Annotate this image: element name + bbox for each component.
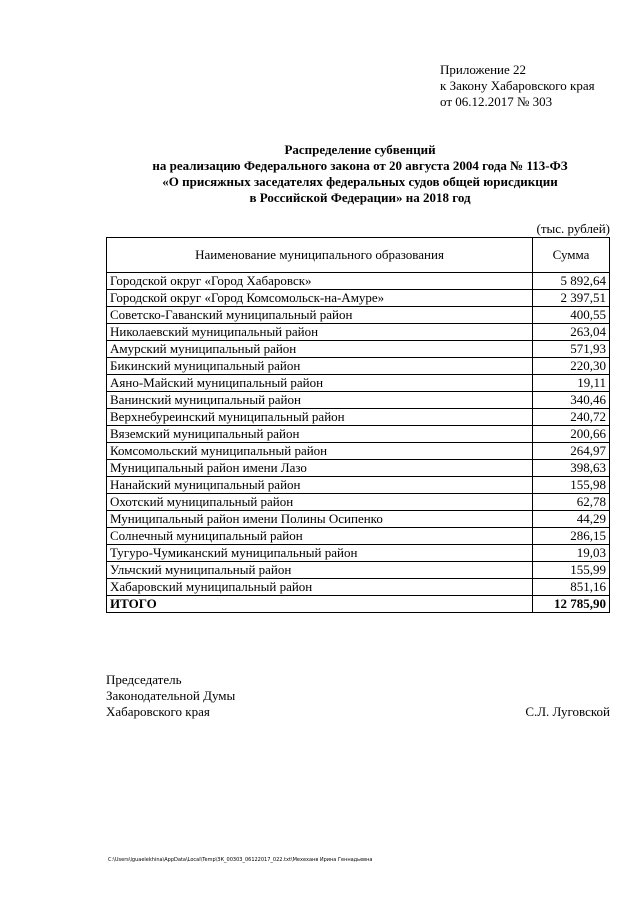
total-sum: 12 785,90: [533, 596, 610, 613]
table-row: [107, 528, 610, 545]
appendix-header: [440, 62, 595, 110]
row-name: Советско-Гаванский муниципальный район: [107, 307, 533, 324]
row-name: Аяно-Майский муниципальный район: [107, 375, 533, 392]
appendix-law-ref: к Закону Хабаровского края: [440, 78, 595, 93]
signature-block: [106, 672, 235, 720]
row-sum: 19,11: [533, 375, 610, 392]
row-name: Охотский муниципальный район: [107, 494, 533, 511]
row-name: Нанайский муниципальный район: [107, 477, 533, 494]
table-row: [107, 324, 610, 341]
signature-position-1: Председатель: [106, 672, 182, 687]
table-row: [107, 341, 610, 358]
row-name: Ванинский муниципальный район: [107, 392, 533, 409]
row-sum: 44,29: [533, 511, 610, 528]
table-row: [107, 426, 610, 443]
row-name: Городской округ «Город Хабаровск»: [107, 273, 533, 290]
row-name: Верхнебуреинский муниципальный район: [107, 409, 533, 426]
table-row: [107, 273, 610, 290]
row-name: Хабаровский муниципальный район: [107, 579, 533, 596]
signature-position-3: Хабаровского края: [106, 704, 210, 719]
signer-name: С.Л. Луговской: [525, 704, 610, 719]
row-sum: 571,93: [533, 341, 610, 358]
title-line-3: «О присяжных заседателях федеральных судов общей юрисдикции: [162, 174, 558, 189]
subvention-table: [106, 237, 610, 613]
table-row: [107, 392, 610, 409]
table-row: [107, 562, 610, 579]
total-label: ИТОГО: [107, 596, 533, 613]
table-row: [107, 545, 610, 562]
table-row: [107, 290, 610, 307]
table-header-row: [107, 238, 610, 273]
row-sum: 851,16: [533, 579, 610, 596]
row-name: Солнечный муниципальный район: [107, 528, 533, 545]
row-sum: 264,97: [533, 443, 610, 460]
table-row: [107, 375, 610, 392]
row-sum: 200,66: [533, 426, 610, 443]
row-name: Городской округ «Город Комсомольск-на-Амуре»: [107, 290, 533, 307]
row-name: Амурский муниципальный район: [107, 341, 533, 358]
row-name: Муниципальный район имени Лазо: [107, 460, 533, 477]
table-row: [107, 579, 610, 596]
row-sum: 400,55: [533, 307, 610, 324]
row-name: Тугуро-Чумиканский муниципальный район: [107, 545, 533, 562]
row-sum: 155,99: [533, 562, 610, 579]
row-sum: 240,72: [533, 409, 610, 426]
row-sum: 2 397,51: [533, 290, 610, 307]
table-row: [107, 409, 610, 426]
title-line-4: в Российской Федерации» на 2018 год: [249, 190, 471, 205]
row-sum: 340,46: [533, 392, 610, 409]
table-row: [107, 477, 610, 494]
row-sum: 220,30: [533, 358, 610, 375]
row-name: Николаевский муниципальный район: [107, 324, 533, 341]
row-name: Вяземский муниципальный район: [107, 426, 533, 443]
file-path-footer: C:\Users\iguaelekhina\AppData\Local\Temp\ЗК_00303_06122017_022.txt\Мехеханв Ирина Геннадьевна: [108, 857, 373, 863]
table-row: [107, 307, 610, 324]
row-sum: 155,98: [533, 477, 610, 494]
signature-position-2: Законодательной Думы: [106, 688, 236, 703]
table-row: [107, 494, 610, 511]
appendix-number: Приложение 22: [440, 62, 527, 77]
units-label: (тыс. рублей): [536, 221, 610, 236]
document-title: [100, 142, 620, 206]
row-name: Комсомольский муниципальный район: [107, 443, 533, 460]
header-name: Наименование муниципального образования: [107, 238, 533, 273]
table-row: [107, 358, 610, 375]
title-line-1: Распределение субвенций: [284, 142, 436, 157]
row-sum: 398,63: [533, 460, 610, 477]
row-name: Ульчский муниципальный район: [107, 562, 533, 579]
total-row: [107, 596, 610, 613]
table-row: [107, 511, 610, 528]
row-sum: 62,78: [533, 494, 610, 511]
table-row: [107, 443, 610, 460]
header-sum: Сумма: [533, 238, 610, 273]
row-sum: 263,04: [533, 324, 610, 341]
row-sum: 286,15: [533, 528, 610, 545]
table-row: [107, 460, 610, 477]
row-name: Муниципальный район имени Полины Осипенко: [107, 511, 533, 528]
title-line-2: на реализацию Федерального закона от 20 августа 2004 года № 113-ФЗ: [152, 158, 568, 173]
appendix-date: от 06.12.2017 № 303: [440, 94, 553, 109]
row-sum: 5 892,64: [533, 273, 610, 290]
row-name: Бикинский муниципальный район: [107, 358, 533, 375]
row-sum: 19,03: [533, 545, 610, 562]
